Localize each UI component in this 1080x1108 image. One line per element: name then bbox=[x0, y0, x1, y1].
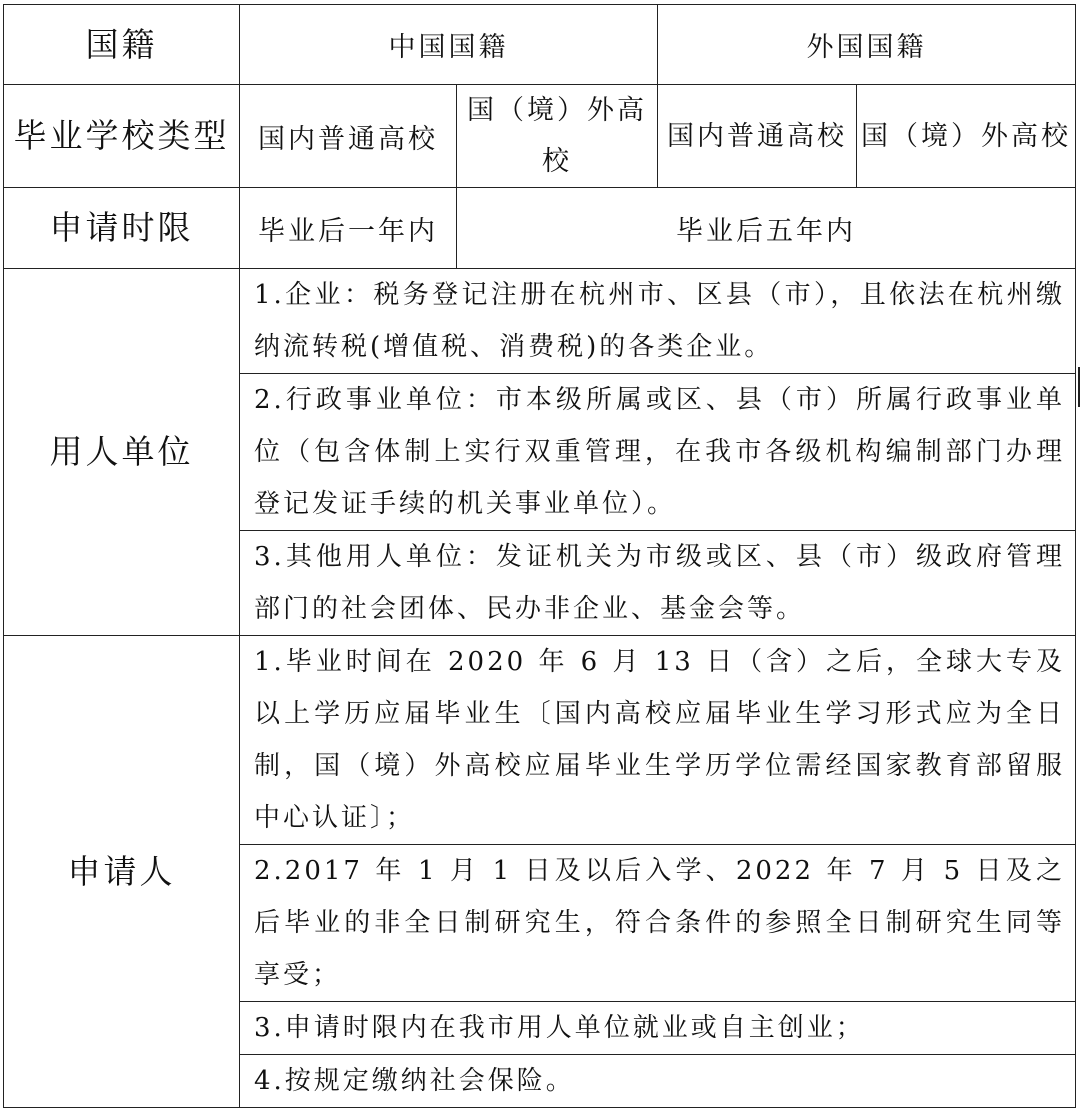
employer-item: 3.其他用人单位：发证机关为市级或区、县（市）级政府管理部门的社会团体、民办非企业、基金会等。 bbox=[240, 531, 1076, 636]
applicant-item: 3.申请时限内在我市用人单位就业或自主创业； bbox=[240, 1002, 1076, 1055]
school-type-overseas-foreign: 国（境）外高校 bbox=[857, 85, 1076, 188]
time-limit-five-years: 毕业后五年内 bbox=[457, 188, 1076, 269]
nationality-label: 国籍 bbox=[4, 5, 240, 85]
foreign-nationality: 外国国籍 bbox=[658, 5, 1076, 85]
employer-item: 1.企业：税务登记注册在杭州市、区县（市），且依法在杭州缴纳流转税(增值税、消费税)的各类企业。 bbox=[240, 269, 1076, 374]
applicant-label: 申请人 bbox=[4, 636, 240, 1108]
time-limit-label: 申请时限 bbox=[4, 188, 240, 269]
nationality-row bbox=[4, 5, 1076, 85]
employer-label: 用人单位 bbox=[4, 269, 240, 636]
time-limit-row bbox=[4, 188, 1076, 269]
school-type-row bbox=[4, 85, 1076, 188]
applicant-row-1 bbox=[4, 636, 1076, 845]
applicant-item: 2.2017 年 1 月 1 日及以后入学、2022 年 7 月 5 日及之后毕业的非全日制研究生，符合条件的参照全日制研究生同等享受； bbox=[240, 845, 1076, 1002]
employer-item: 2.行政事业单位：市本级所属或区、县（市）所属行政事业单位（包含体制上实行双重管理，在我市各级机构编制部门办理登记发证手续的机关事业单位）。 bbox=[240, 374, 1076, 531]
applicant-item: 1.毕业时间在 2020 年 6 月 13 日（含）之后，全球大专及以上学历应届毕业生〔国内高校应届毕业生学习形式应为全日制，国（境）外高校应届毕业生学历学位需经国家教育部留服中心认证〕； bbox=[240, 636, 1076, 845]
chinese-nationality: 中国国籍 bbox=[240, 5, 658, 85]
applicant-item: 4.按规定缴纳社会保险。 bbox=[240, 1055, 1076, 1108]
policy-table bbox=[3, 4, 1076, 1108]
school-type-label: 毕业学校类型 bbox=[4, 85, 240, 188]
employer-row-1 bbox=[4, 269, 1076, 374]
time-limit-one-year: 毕业后一年内 bbox=[240, 188, 457, 269]
school-type-domestic-foreign: 国内普通高校 bbox=[658, 85, 857, 188]
school-type-overseas-cn: 国（境）外高校 bbox=[457, 85, 658, 188]
school-type-domestic-cn: 国内普通高校 bbox=[240, 85, 457, 188]
